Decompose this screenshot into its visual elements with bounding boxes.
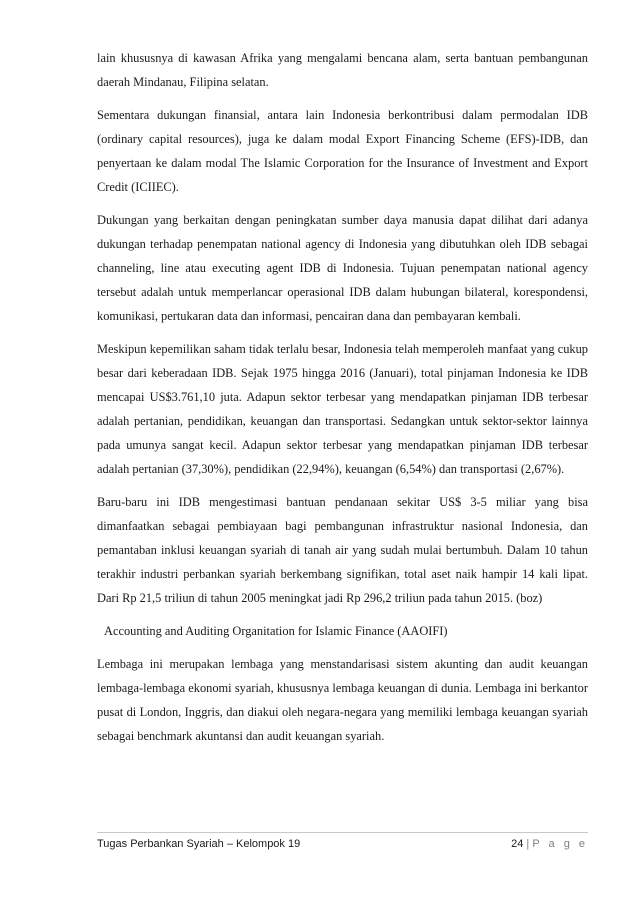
- page-separator: |: [526, 838, 530, 850]
- section-heading: Accounting and Auditing Organitation for Islamic Finance (AAOIFI): [104, 624, 448, 638]
- footer-document-title: Tugas Perbankan Syariah – Kelompok 19: [97, 838, 301, 850]
- footer-divider: [97, 832, 588, 833]
- page-label: P a g e: [532, 838, 588, 850]
- paragraph-2: Sementara dukungan finansial, antara lain Indonesia berkontribusi dalam permodalan IDB (ordinary capital resources), juga ke dalam modal Export Financing Scheme (EFS)-IDB, dan penyertaan ke dalam modal The Islamic Corporation for the Insurance of Investment and Export Credit (ICIIEC).: [97, 108, 588, 194]
- footer-page-info: [511, 838, 588, 850]
- paragraph-4: Meskipun kepemilikan saham tidak terlalu besar, Indonesia telah memperoleh manfaat yang cukup besar dari keberadaan IDB. Sejak 1975 hingga 2016 (Januari), total pinjaman Indonesia ke IDB mencapai US$3.761,10 juta. Adapun sektor terbesar yang mendapatkan pinjaman IDB terbesar adalah pertanian, pendidikan, keuangan dan transportasi. Sedangkan untuk sektor-sektor lainnya pada umunya sangat kecil. Adapun sektor terbesar yang mendapatkan pinjaman IDB terbesar adalah pertanian (37,30%), pendidikan (22,94%), keuangan (6,54%) dan transportasi (2,67%).: [97, 342, 588, 476]
- paragraph-3: Dukungan yang berkaitan dengan peningkatan sumber daya manusia dapat dilihat dari adanya dukungan terhadap penempatan national agency di Indonesia yang dibutuhkan oleh IDB sebagai channeling, line atau executing agent IDB di Indonesia. Tujuan penempatan national agency tersebut adalah untuk memperlancar operasional IDB dalam hubungan bilateral, korespondensi, komunikasi, pertukaran data dan informasi, pencairan dana dan pembayaran kembali.: [97, 213, 588, 323]
- page-number: 24: [511, 838, 524, 850]
- closing-paragraph: Lembaga ini merupakan lembaga yang menstandarisasi sistem akunting dan audit keuangan lembaga-lembaga ekonomi syariah, khususnya lembaga keuangan di dunia. Lembaga ini berkantor pusat di London, Inggris, dan diakui oleh negara-negara yang memiliki lembaga keuangan syariah sebagai benchmark akuntansi dan audit keuangan syariah.: [97, 657, 588, 743]
- page-footer: [97, 838, 588, 856]
- paragraph-5: Baru-baru ini IDB mengestimasi bantuan pendanaan sekitar US$ 3-5 miliar yang bisa dimanfaatkan sebagai pembiayaan bagi pembangunan infrastruktur nasional Indonesia, dan pemantaban inklusi keuangan syariah di tanah air yang sudah mulai bertumbuh. Dalam 10 tahun terakhir industri perbankan syariah berkembang signifikan, total aset naik hampir 14 kali lipat. Dari Rp 21,5 triliun di tahun 2005 meningkat jadi Rp 296,2 triliun pada tahun 2015. (boz): [97, 495, 588, 605]
- document-body: [97, 46, 588, 757]
- paragraph-1: lain khususnya di kawasan Afrika yang mengalami bencana alam, serta bantuan pembangunan daerah Mindanau, Filipina selatan.: [97, 51, 588, 89]
